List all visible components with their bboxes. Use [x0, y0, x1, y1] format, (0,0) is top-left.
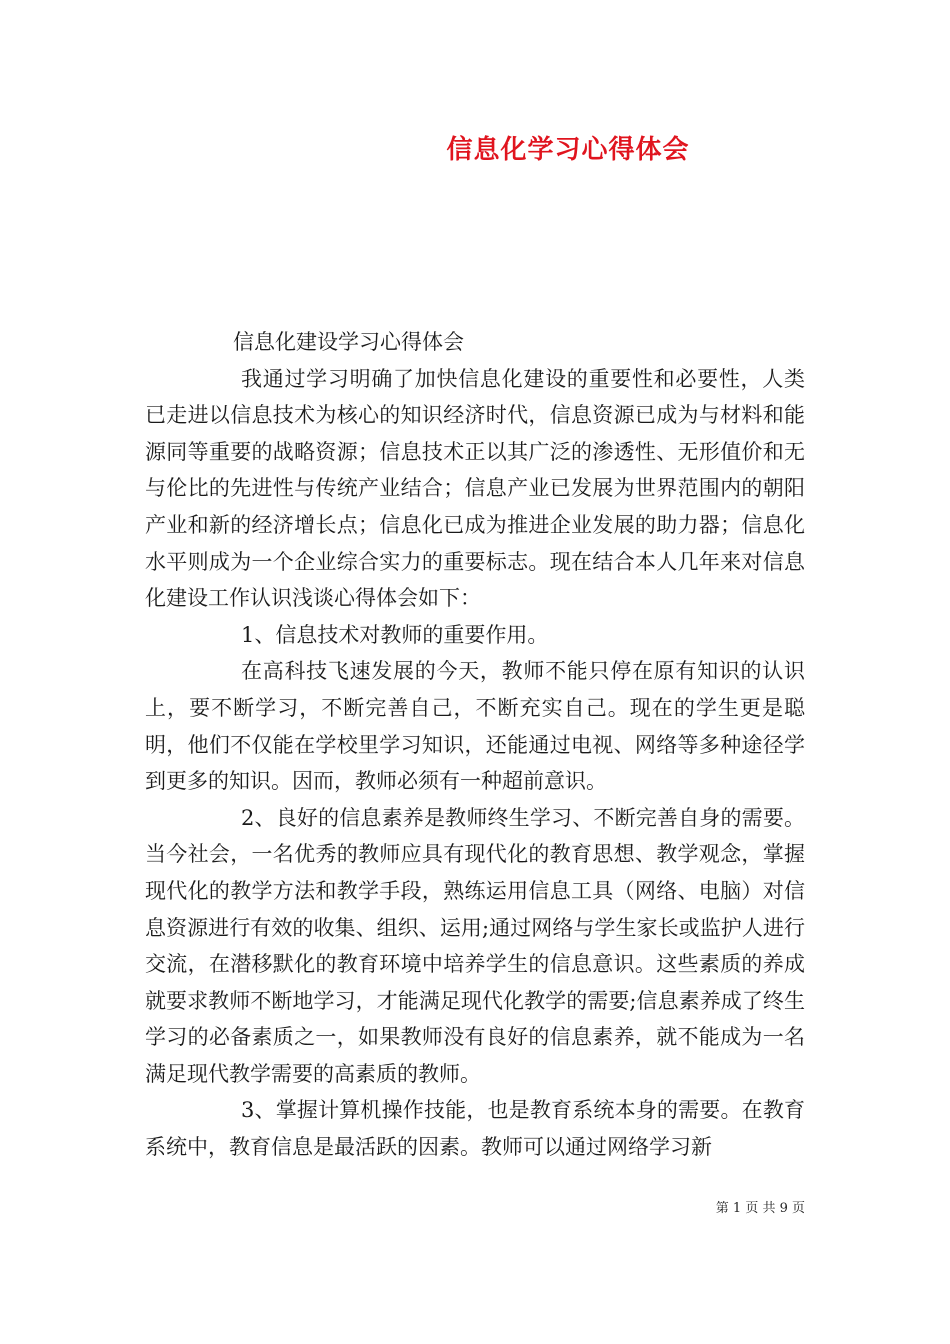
document-body	[145, 324, 805, 1166]
document-title: 信息化学习心得体会	[446, 135, 690, 165]
paragraph-heading-1: 1、信息技术对教师的重要作用。	[241, 622, 549, 647]
page-number-footer: 第 1 页 共 9 页	[715, 1201, 805, 1216]
document-subtitle: 信息化建设学习心得体会	[233, 330, 464, 354]
paragraph-section-3: 3、掌握计算机操作技能，也是教育系统本身的需要。在教育系统中，教育信息是最活跃的因素。教师可以通过网络学习新	[145, 1098, 805, 1160]
paragraph-section-1: 在高科技飞速发展的今天，教师不能只停在原有知识的认识上，要不断学习，不断完善自己，不断充实自己。现在的学生更是聪明，他们不仅能在学校里学习知识，还能通过电视、网络等多种途径学到更多的知识。因而，教师必须有一种超前意识。	[145, 659, 805, 794]
paragraph-section-2: 2、良好的信息素养是教师终生学习、不断完善自身的需要。当今社会，一名优秀的教师应具有现代化的教育思想、教学观念，掌握现代化的教学方法和教学手段，熟练运用信息工具（网络、电脑）对信息资源进行有效的收集、组织、运用;通过网络与学生家长或监护人进行交流，在潜移默化的教育环境中培养学生的信息意识。这些素质的养成就要求教师不断地学习，才能满足现代化教学的需要;信息素养成了终生学习的必备素质之一，如果教师没有良好的信息素养，就不能成为一名满足现代教学需要的高素质的教师。	[145, 805, 805, 1086]
paragraph-intro: 我通过学习明确了加快信息化建设的重要性和必要性，人类已走进以信息技术为核心的知识经济时代，信息资源已成为与材料和能源同等重要的战略资源；信息技术正以其广泛的渗透性、无形值价和无与伦比的先进性与传统产业结合；信息产业已发展为世界范围内的朝阳产业和新的经济增长点；信息化已成为推进企业发展的助力器；信息化水平则成为一个企业综合实力的重要标志。现在结合本人几年来对信息化建设工作认识浅谈心得体会如下：	[145, 366, 805, 611]
